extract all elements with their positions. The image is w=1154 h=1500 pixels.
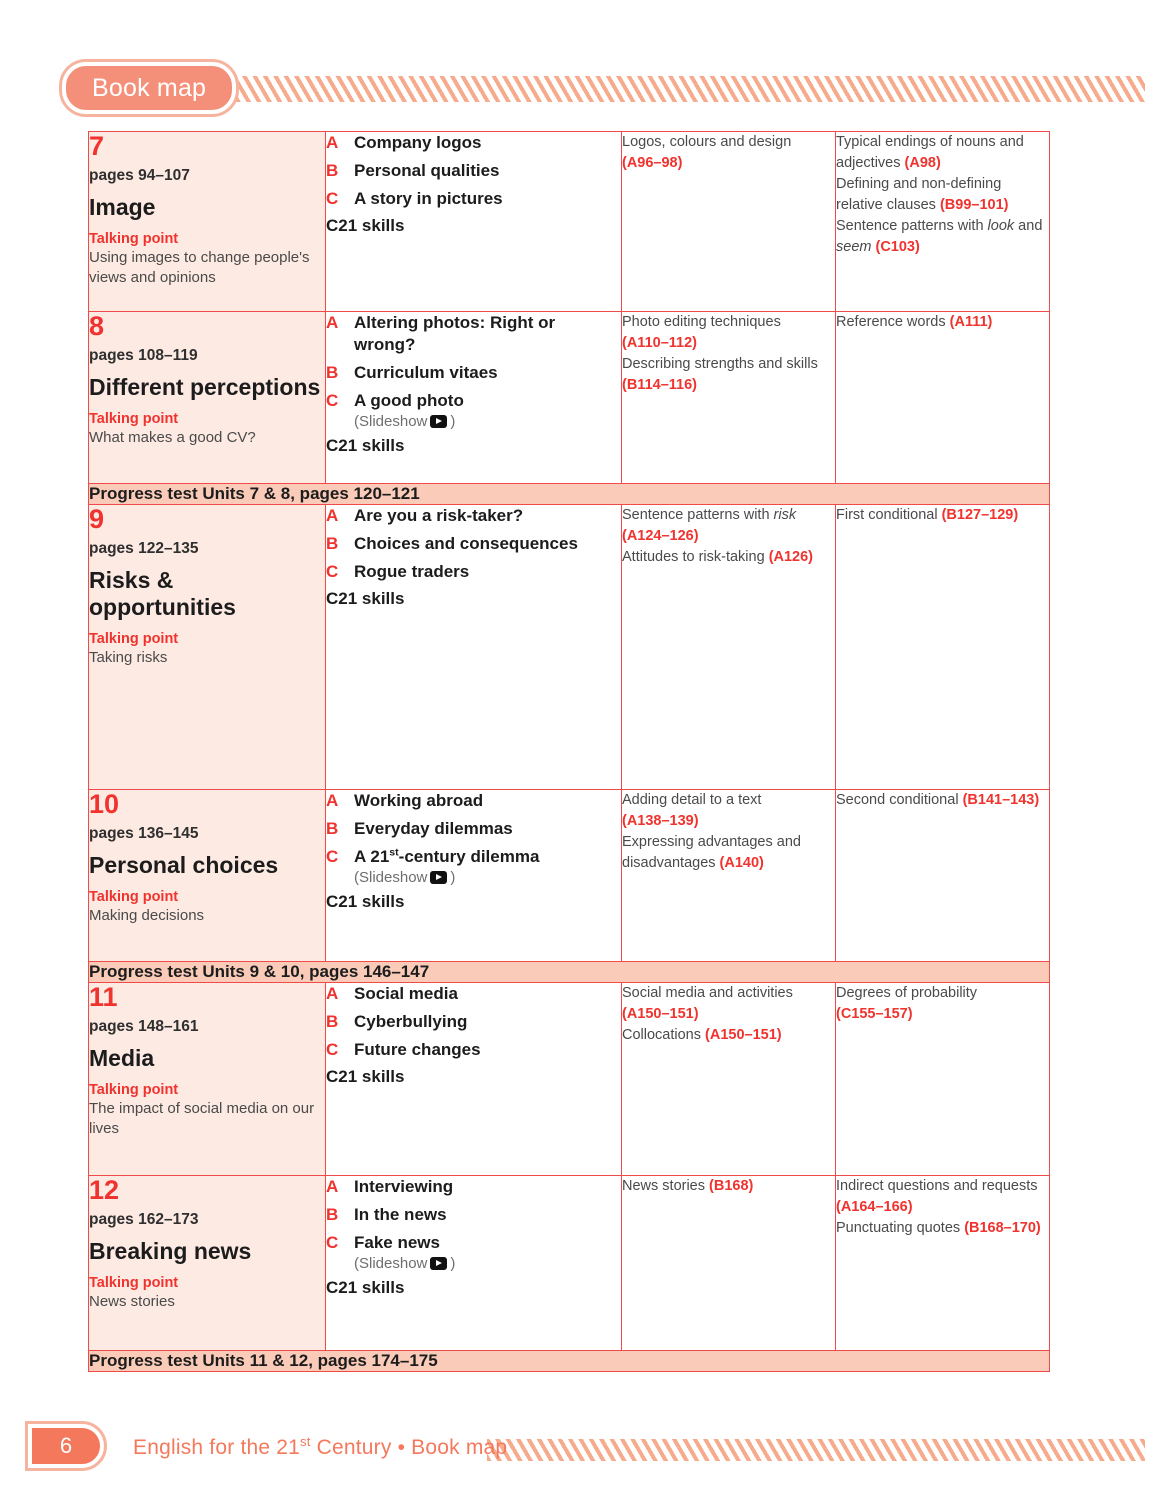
lesson-letter: A <box>326 506 339 525</box>
note-reference: (B114–116) <box>622 376 697 393</box>
slideshow-note[interactable] <box>354 413 464 430</box>
note-text: Degrees of probability <box>836 985 978 1001</box>
lesson-name: Personal qualities <box>354 161 500 181</box>
unit-cell <box>89 505 326 790</box>
note-item <box>836 132 1049 173</box>
note-reference: (A96–98) <box>622 154 683 171</box>
note-text: Logos, colours and design <box>622 134 792 150</box>
page-header <box>0 62 1154 118</box>
note-text: News stories <box>622 1178 705 1194</box>
note-item <box>622 1025 835 1046</box>
unit-number: 7 <box>89 131 105 161</box>
unit-cell <box>89 1176 326 1351</box>
talking-point-text: The impact of social media on our lives <box>89 1100 315 1137</box>
play-icon[interactable] <box>430 871 447 884</box>
grammar-cell <box>836 1176 1050 1351</box>
unit-cell <box>89 983 326 1176</box>
lesson-name: Fake news <box>354 1233 440 1253</box>
progress-test-label: Progress test Units 9 & 10, pages 146–147 <box>89 962 430 981</box>
lesson-name-wrap <box>354 160 500 182</box>
lesson-row[interactable] <box>326 561 621 583</box>
vocabulary-cell <box>622 505 836 790</box>
lessons-cell <box>326 790 622 962</box>
note-item <box>836 790 1049 811</box>
unit-number: 9 <box>89 504 105 534</box>
lesson-name-wrap <box>354 362 498 384</box>
unit-title: Media <box>89 1045 155 1072</box>
lesson-row[interactable] <box>326 390 621 430</box>
note-reference: (A150–151) <box>622 1005 699 1022</box>
unit-cell <box>89 790 326 962</box>
italic-term: risk <box>773 507 797 523</box>
book-map-table <box>88 131 1050 1372</box>
progress-test-row <box>89 962 1050 983</box>
vocabulary-cell <box>622 790 836 962</box>
lesson-name-wrap <box>354 312 621 356</box>
note-text: Social media and activities <box>622 985 793 1001</box>
progress-test-cell <box>89 962 1050 983</box>
note-item <box>836 505 1049 526</box>
unit-title: Image <box>89 194 156 221</box>
lesson-name-wrap <box>354 390 464 430</box>
table-row <box>89 790 1050 962</box>
unit-pages: pages 94–107 <box>89 167 190 185</box>
vocabulary-cell <box>622 983 836 1176</box>
lesson-letter: B <box>326 819 339 839</box>
note-reference: (A98) <box>904 154 941 171</box>
lesson-row[interactable] <box>326 362 621 384</box>
lesson-name: A 21st-century dilemma <box>354 846 540 867</box>
talking-point-text: News stories <box>89 1293 175 1311</box>
unit-pages: pages 162–173 <box>89 1211 199 1229</box>
lesson-letter: A <box>326 313 339 332</box>
talking-point-label: Talking point <box>89 889 179 906</box>
lesson-name: Are you a risk-taker? <box>354 506 524 525</box>
note-text: Expressing advantages and disadvantages <box>622 834 801 871</box>
vocabulary-cell <box>622 312 836 484</box>
note-text: Photo editing techniques <box>622 314 781 330</box>
italic-term: seem <box>836 238 872 255</box>
c21-skills-label: C21 skills <box>326 216 405 236</box>
talking-point-text: Taking risks <box>89 648 168 666</box>
slideshow-paren-close: ) <box>450 869 456 887</box>
lesson-name: Working abroad <box>354 791 484 810</box>
note-reference: (A164–166) <box>836 1198 913 1215</box>
table-row <box>89 505 1050 790</box>
lesson-name-wrap <box>354 1011 467 1033</box>
c21-skills-label: C21 skills <box>326 436 405 456</box>
lesson-row[interactable] <box>326 818 621 840</box>
lesson-name-wrap <box>354 790 483 812</box>
note-item <box>836 1176 1049 1217</box>
lesson-row[interactable] <box>326 533 621 555</box>
table-row <box>89 132 1050 312</box>
lesson-row[interactable] <box>326 160 621 182</box>
lesson-name: Rogue traders <box>354 562 470 582</box>
lessons-cell <box>326 312 622 484</box>
lesson-name: Cyberbullying <box>354 1012 468 1032</box>
grammar-cell <box>836 132 1050 312</box>
note-text: Adding detail to a text <box>622 792 762 808</box>
grammar-cell <box>836 983 1050 1176</box>
lesson-name: Curriculum vitaes <box>354 363 498 383</box>
lessons-cell <box>326 132 622 312</box>
page-number-badge <box>28 1424 104 1468</box>
lesson-row[interactable] <box>326 188 621 210</box>
note-text: Typical endings of nouns and adjectives <box>836 134 1024 171</box>
note-text: First conditional <box>836 507 938 523</box>
lesson-name-wrap <box>354 505 523 527</box>
lesson-name-wrap <box>354 1232 455 1272</box>
footer-title-suffix: Century • Book map <box>310 1436 508 1459</box>
note-text: Punctuating quotes <box>836 1220 961 1237</box>
note-text: Sentence patterns with risk <box>622 507 797 523</box>
note-reference: (B99–101) <box>939 196 1009 213</box>
lesson-letter: A <box>326 984 339 1003</box>
lesson-name: Social media <box>354 984 458 1003</box>
page-number-label: 6 <box>59 1433 73 1458</box>
lesson-row[interactable] <box>326 505 621 527</box>
note-text: Collocations <box>622 1027 701 1044</box>
footer-diagonal-hatch-pattern-icon <box>487 1439 1145 1461</box>
lesson-letter: B <box>326 1205 339 1225</box>
lesson-letter: A <box>326 791 339 810</box>
play-icon[interactable] <box>430 1257 447 1270</box>
note-item <box>836 216 1049 257</box>
lesson-name: Altering photos: Right or wrong? <box>354 313 556 355</box>
lesson-name-wrap <box>354 1176 453 1198</box>
lesson-letter: B <box>326 363 339 383</box>
unit-number: 11 <box>89 982 118 1012</box>
note-item <box>622 547 835 568</box>
talking-point-text: Making decisions <box>89 907 205 925</box>
note-item <box>622 832 835 873</box>
lesson-row[interactable] <box>326 1011 621 1033</box>
unit-pages: pages 122–135 <box>89 540 199 558</box>
c21-skills-label: C21 skills <box>326 589 405 609</box>
progress-test-cell <box>89 1351 1050 1372</box>
table-row <box>89 983 1050 1176</box>
lesson-name: A good photo <box>354 391 464 411</box>
lesson-name-wrap <box>354 533 578 555</box>
note-reference: (C103) <box>875 238 920 255</box>
progress-test-row <box>89 1351 1050 1372</box>
book-map-title-pill <box>62 62 236 114</box>
note-item <box>622 505 835 546</box>
progress-test-row <box>89 484 1050 505</box>
note-item <box>836 174 1049 215</box>
lesson-letter: B <box>326 534 339 554</box>
table-row <box>89 312 1050 484</box>
slideshow-note[interactable] <box>354 1255 455 1272</box>
unit-pages: pages 108–119 <box>89 347 198 365</box>
note-item <box>836 312 1049 333</box>
note-reference: (B168–170) <box>964 1220 1041 1237</box>
lesson-name-wrap <box>354 561 469 583</box>
slideshow-paren-close: ) <box>450 413 456 431</box>
lesson-row[interactable] <box>326 1039 621 1061</box>
lesson-row[interactable] <box>326 1176 621 1198</box>
progress-test-cell <box>89 484 1050 505</box>
unit-cell <box>89 132 326 312</box>
footer-title-prefix: English for the 21 <box>133 1436 301 1459</box>
unit-number: 8 <box>89 311 105 341</box>
italic-term: look <box>987 218 1015 235</box>
lesson-letter: C <box>326 189 339 209</box>
talking-point-label: Talking point <box>89 1082 179 1099</box>
note-text: Describing strengths and skills <box>622 356 818 373</box>
lesson-name: Interviewing <box>354 1177 454 1196</box>
note-item <box>836 983 1049 1024</box>
c21-skills-label: C21 skills <box>326 1278 405 1298</box>
note-text: Defining and non-defining relative clauses <box>836 176 1002 213</box>
note-item <box>622 983 835 1024</box>
note-reference: (A140) <box>719 854 764 871</box>
talking-point-label: Talking point <box>89 411 179 428</box>
talking-point-label: Talking point <box>89 630 179 647</box>
vocabulary-cell <box>622 132 836 312</box>
slideshow-label: (Slideshow <box>354 869 428 887</box>
note-reference: (A126) <box>768 549 814 566</box>
lessons-cell <box>326 1176 622 1351</box>
lesson-row[interactable] <box>326 846 621 886</box>
c21-skills-label: C21 skills <box>326 1067 405 1087</box>
note-item <box>622 132 835 173</box>
unit-title: Breaking news <box>89 1238 252 1265</box>
unit-pages: pages 136–145 <box>89 825 199 843</box>
lesson-name: A story in pictures <box>354 189 503 209</box>
note-text: Indirect questions and requests <box>836 1178 1038 1194</box>
lesson-letter: C <box>326 391 339 411</box>
table-row <box>89 1176 1050 1351</box>
book-map-label: Book map <box>92 73 207 102</box>
talking-point-text: Using images to change people's views and opinions <box>89 249 310 286</box>
note-text: Second conditional <box>836 792 959 808</box>
lessons-cell <box>326 505 622 790</box>
lesson-row[interactable] <box>326 312 621 356</box>
note-reference: (A124–126) <box>622 527 699 544</box>
vocabulary-cell <box>622 1176 836 1351</box>
lessons-cell <box>326 983 622 1176</box>
lesson-name: Future changes <box>354 1040 481 1060</box>
lesson-letter: B <box>326 161 339 181</box>
unit-title: Different perceptions <box>89 374 321 401</box>
unit-title: Risks & opportunities <box>89 567 236 621</box>
unit-number: 10 <box>89 789 120 819</box>
lesson-letter: C <box>326 1040 339 1060</box>
lesson-name-wrap <box>354 132 482 154</box>
note-text: Attitudes to risk-taking <box>622 549 765 566</box>
grammar-cell <box>836 790 1050 962</box>
grammar-cell <box>836 312 1050 484</box>
talking-point-label: Talking point <box>89 231 179 248</box>
lesson-name: Company logos <box>354 133 482 152</box>
unit-title: Personal choices <box>89 852 279 879</box>
lesson-letter: B <box>326 1012 339 1032</box>
slideshow-label: (Slideshow <box>354 413 428 431</box>
progress-test-label: Progress test Units 11 & 12, pages 174–175 <box>89 1351 438 1370</box>
diagonal-hatch-pattern-icon <box>205 76 1145 102</box>
note-reference: (C155–157) <box>836 1005 913 1022</box>
lesson-name: Choices and consequences <box>354 534 578 554</box>
unit-number: 12 <box>89 1175 120 1205</box>
lesson-name-wrap <box>354 818 513 840</box>
note-reference: (A150–151) <box>705 1027 782 1044</box>
note-item <box>836 1218 1049 1239</box>
footer-title <box>133 1434 507 1460</box>
lesson-row[interactable] <box>326 1232 621 1272</box>
unit-pages: pages 148–161 <box>89 1018 199 1036</box>
page-footer <box>0 1420 1154 1480</box>
slideshow-note[interactable] <box>354 869 539 886</box>
note-reference: (B168) <box>709 1178 754 1194</box>
lesson-letter: A <box>326 133 339 152</box>
lesson-name-wrap <box>354 983 458 1005</box>
lesson-row[interactable] <box>326 1204 621 1226</box>
ordinal-superscript: st <box>389 846 399 859</box>
note-item <box>622 1176 835 1197</box>
progress-test-label: Progress test Units 7 & 8, pages 120–121 <box>89 484 420 503</box>
note-item <box>622 312 835 353</box>
note-reference: (A111) <box>949 314 993 330</box>
grammar-cell <box>836 505 1050 790</box>
talking-point-label: Talking point <box>89 1275 179 1292</box>
c21-skills-label: C21 skills <box>326 892 405 912</box>
note-reference: (A110–112) <box>622 334 697 351</box>
note-reference: (A138–139) <box>622 812 699 829</box>
note-item <box>622 354 835 395</box>
note-reference: (B141–143) <box>962 792 1040 808</box>
lesson-name-wrap <box>354 188 503 210</box>
lesson-row[interactable] <box>326 790 621 812</box>
lesson-letter: C <box>326 562 339 582</box>
slideshow-label: (Slideshow <box>354 1255 428 1273</box>
lesson-row[interactable] <box>326 983 621 1005</box>
unit-cell <box>89 312 326 484</box>
lesson-letter: C <box>326 1233 339 1253</box>
lesson-letter: C <box>326 847 339 867</box>
play-icon[interactable] <box>430 415 447 428</box>
lesson-name-wrap <box>354 846 539 886</box>
lesson-name-wrap <box>354 1204 447 1226</box>
slideshow-paren-close: ) <box>450 1255 456 1273</box>
note-text: Sentence patterns with look and seem <box>836 218 1043 255</box>
note-item <box>622 790 835 831</box>
lesson-name: Everyday dilemmas <box>354 819 513 839</box>
lesson-name: In the news <box>354 1205 447 1225</box>
footer-title-superscript: st <box>300 1434 311 1449</box>
lesson-letter: A <box>326 1177 339 1196</box>
note-text: Reference words <box>836 314 946 330</box>
lesson-name-wrap <box>354 1039 481 1061</box>
talking-point-text: What makes a good CV? <box>89 429 256 447</box>
lesson-row[interactable] <box>326 132 621 154</box>
note-reference: (B127–129) <box>941 507 1019 523</box>
